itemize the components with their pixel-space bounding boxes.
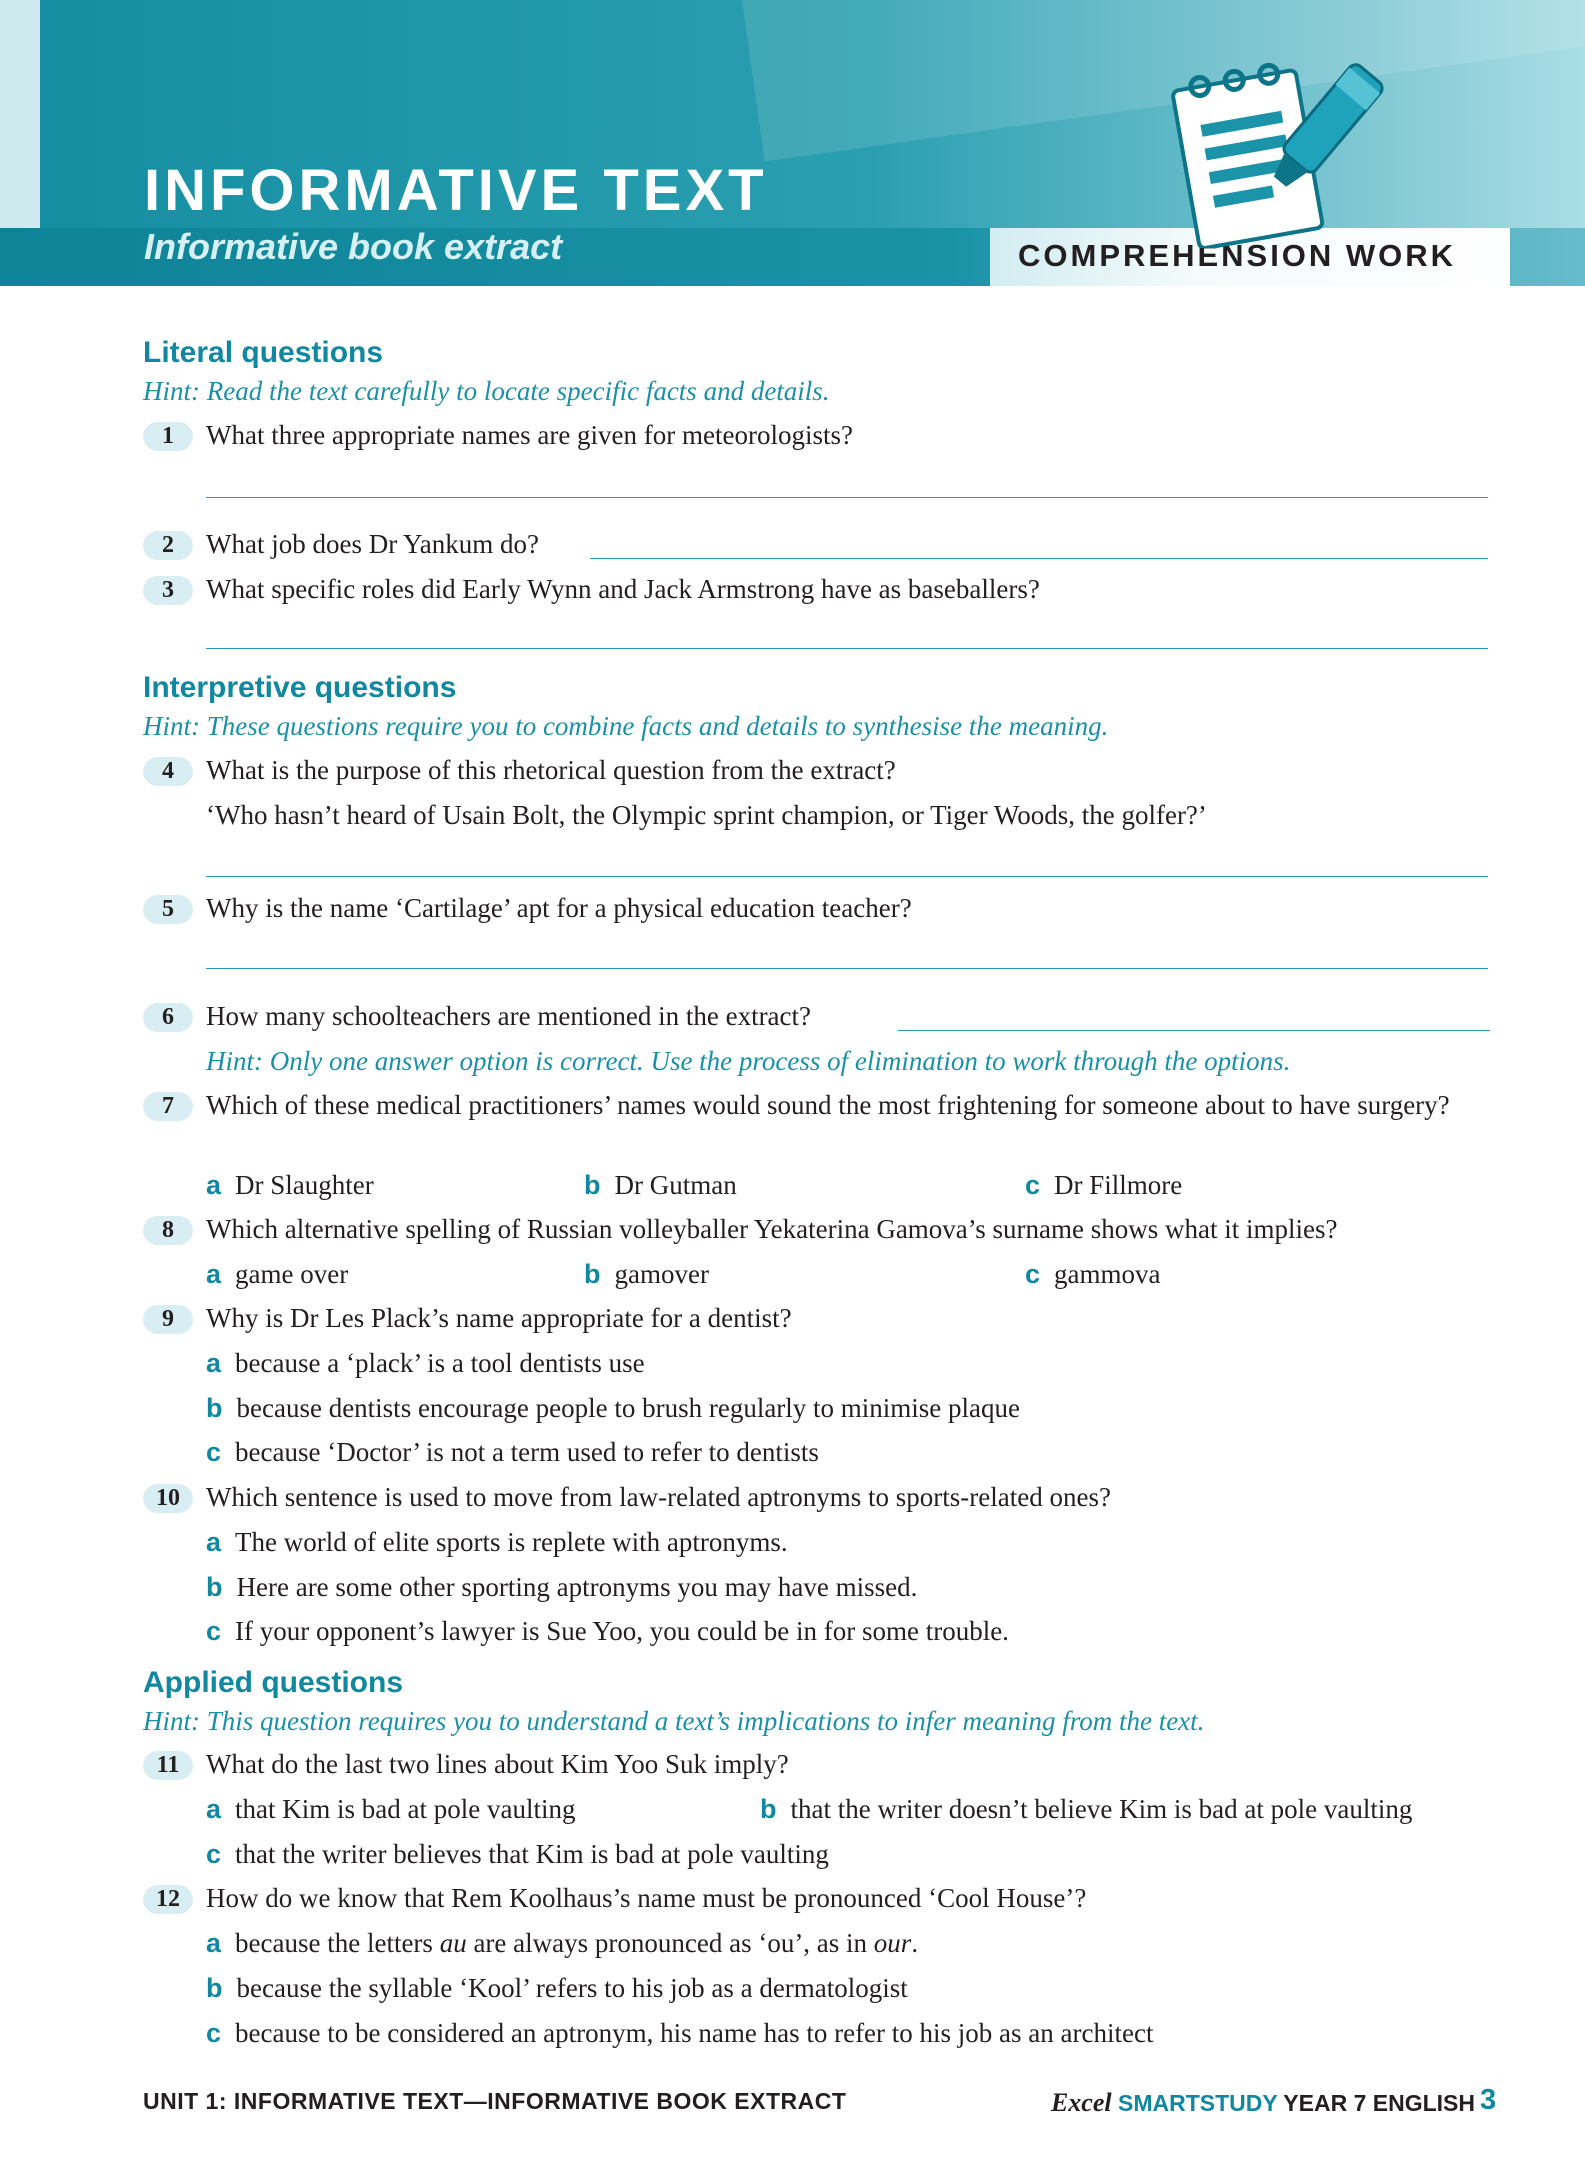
- option-letter: a: [206, 1348, 222, 1378]
- question-1-text: What three appropriate names are given for meteorologists?: [206, 420, 853, 450]
- question-number-7: 7: [143, 1092, 193, 1121]
- question-8-option-a[interactable]: [206, 1259, 348, 1290]
- question-3-text: What specific roles did Early Wynn and Jack Armstrong have as baseballers?: [206, 574, 1040, 604]
- literal-hint: Hint: Read the text carefully to locate specific facts and details.: [143, 376, 830, 406]
- option-letter: b: [584, 1170, 601, 1200]
- footer-unit-title: UNIT 1: INFORMATIVE TEXT—INFORMATIVE BOOK EXTRACT: [143, 2088, 847, 2114]
- answer-line-2[interactable]: [590, 558, 1488, 559]
- answer-line-4[interactable]: [206, 876, 1488, 877]
- question-6-text: How many schoolteachers are mentioned in the extract?: [206, 1001, 812, 1031]
- interpretive-hint: Hint: These questions require you to combine facts and details to synthesise the meaning.: [143, 711, 1109, 741]
- option-text: because to be considered an aptronym, his name has to refer to his job as an architect: [235, 2018, 1154, 2048]
- question-number-4: 4: [143, 757, 193, 786]
- question-7-text: Which of these medical practitioners’ names would sound the most frightening for someone about to have surgery?: [206, 1090, 1450, 1120]
- option-letter: b: [206, 1393, 223, 1423]
- question-number-8: 8: [143, 1216, 193, 1245]
- option-letter: c: [1025, 1170, 1041, 1200]
- option-text: Dr Fillmore: [1054, 1170, 1183, 1200]
- question-number-9: 9: [143, 1305, 193, 1334]
- option-letter: b: [206, 1973, 223, 2003]
- option-letter: a: [206, 1794, 222, 1824]
- page-header: [0, 0, 1585, 286]
- question-11-option-a[interactable]: [206, 1794, 575, 1825]
- question-9-option-b[interactable]: [206, 1393, 1020, 1424]
- answer-line-5[interactable]: [206, 968, 1488, 969]
- applied-questions-heading: Applied questions: [143, 1666, 404, 1699]
- header-tab: [0, 0, 40, 228]
- question-number-3: 3: [143, 576, 193, 605]
- question-7-option-b[interactable]: [584, 1170, 737, 1201]
- option-text: The world of elite sports is replete with aptronyms.: [235, 1527, 788, 1557]
- option-text: gammova: [1054, 1259, 1161, 1289]
- option-text: Dr Slaughter: [235, 1170, 374, 1200]
- footer-series: [1051, 2088, 1475, 2118]
- emphasis-au: au: [439, 1928, 467, 1958]
- option-letter: c: [206, 1437, 222, 1467]
- literal-questions-heading: Literal questions: [143, 336, 384, 369]
- question-9-option-a[interactable]: [206, 1348, 645, 1379]
- question-number-10: 10: [143, 1484, 193, 1513]
- question-11-option-b[interactable]: [760, 1794, 1412, 1825]
- option-text: If your opponent’s lawyer is Sue Yoo, you could be in for some trouble.: [235, 1616, 1009, 1646]
- question-number-5: 5: [143, 895, 193, 924]
- footer-smartstudy: SMARTSTUDY: [1117, 2090, 1278, 2116]
- question-7-option-a[interactable]: [206, 1170, 374, 1201]
- question-9-option-c[interactable]: [206, 1437, 819, 1468]
- notepad-highlighter-icon: [1155, 48, 1390, 248]
- option-letter: c: [206, 1616, 222, 1646]
- answer-line-1[interactable]: [206, 497, 1488, 498]
- question-9-text: Why is Dr Les Plack’s name appropriate for a dentist?: [206, 1303, 792, 1333]
- question-8-option-b[interactable]: [584, 1259, 709, 1290]
- question-4-quote: ‘Who hasn’t heard of Usain Bolt, the Olympic sprint champion, or Tiger Woods, the golfer?’: [206, 800, 1207, 830]
- option-text: Here are some other sporting aptronyms you may have missed.: [236, 1572, 918, 1602]
- question-10-option-b[interactable]: [206, 1572, 917, 1603]
- option-letter: b: [760, 1794, 777, 1824]
- applied-hint: Hint: This question requires you to understand a text’s implications to infer meaning from the text.: [143, 1706, 1205, 1736]
- question-number-1: 1: [143, 422, 193, 451]
- question-10-option-a[interactable]: [206, 1527, 788, 1558]
- question-12-option-a[interactable]: [206, 1928, 918, 1959]
- emphasis-our: our: [873, 1928, 912, 1958]
- option-text: because dentists encourage people to brush regularly to minimise plaque: [236, 1393, 1021, 1423]
- option-letter: c: [1025, 1259, 1041, 1289]
- question-4-text: What is the purpose of this rhetorical question from the extract?: [206, 755, 896, 785]
- option-text: gamover: [614, 1259, 709, 1289]
- option-text: game over: [235, 1259, 349, 1289]
- question-8-text: Which alternative spelling of Russian volleyballer Yekaterina Gamova’s surname shows what it implies?: [206, 1214, 1338, 1244]
- page-subtitle: Informative book extract: [144, 226, 563, 267]
- multiple-choice-hint: Hint: Only one answer option is correct. Use the process of elimination to work through the options.: [206, 1046, 1291, 1076]
- question-number-6: 6: [143, 1003, 193, 1032]
- question-8-option-c[interactable]: [1025, 1259, 1161, 1290]
- option-text: that Kim is bad at pole vaulting: [235, 1794, 576, 1824]
- option-text-middle: are always pronounced as ‘ou’, as in: [466, 1928, 874, 1958]
- question-number-11: 11: [143, 1751, 193, 1780]
- question-2-text: What job does Dr Yankum do?: [206, 529, 539, 559]
- question-7-option-c[interactable]: [1025, 1170, 1182, 1201]
- question-11-option-c[interactable]: [206, 1839, 829, 1870]
- answer-line-3[interactable]: [206, 648, 1488, 649]
- option-text-end: .: [911, 1928, 919, 1958]
- question-12-option-c[interactable]: [206, 2018, 1153, 2049]
- option-letter: c: [206, 2018, 222, 2048]
- question-10-option-c[interactable]: [206, 1616, 1009, 1647]
- option-text: because a ‘plack’ is a tool dentists use: [235, 1348, 645, 1378]
- option-text: because ‘Doctor’ is not a term used to refer to dentists: [235, 1437, 819, 1467]
- option-letter: b: [584, 1259, 601, 1289]
- question-12-option-b[interactable]: [206, 1973, 908, 2004]
- answer-line-6[interactable]: [898, 1030, 1490, 1031]
- page-title: INFORMATIVE TEXT: [144, 158, 768, 223]
- page-number: 3: [1480, 2084, 1497, 2116]
- question-number-12: 12: [143, 1885, 193, 1914]
- option-text-start: because the letters: [235, 1928, 440, 1958]
- badge-label: COMPREHENSION WORK: [1018, 238, 1457, 273]
- footer-brand: Excel: [1050, 2088, 1112, 2117]
- question-10-text: Which sentence is used to move from law-related aptronyms to sports-related ones?: [206, 1482, 1111, 1512]
- option-letter: a: [206, 1259, 222, 1289]
- option-letter: a: [206, 1527, 222, 1557]
- interpretive-questions-heading: Interpretive questions: [143, 671, 457, 704]
- option-letter: a: [206, 1928, 222, 1958]
- option-letter: c: [206, 1839, 222, 1869]
- question-5-text: Why is the name ‘Cartilage’ apt for a physical education teacher?: [206, 893, 912, 923]
- question-11-text: What do the last two lines about Kim Yoo Suk imply?: [206, 1749, 789, 1779]
- option-text: that the writer believes that Kim is bad at pole vaulting: [235, 1839, 829, 1869]
- footer-series-name: YEAR 7 ENGLISH: [1283, 2090, 1475, 2116]
- question-12-text: How do we know that Rem Koolhaus’s name must be pronounced ‘Cool House’?: [206, 1883, 1087, 1913]
- option-letter: a: [206, 1170, 222, 1200]
- question-number-2: 2: [143, 531, 193, 560]
- option-text: Dr Gutman: [614, 1170, 737, 1200]
- option-text: because the syllable ‘Kool’ refers to his job as a dermatologist: [236, 1973, 908, 2003]
- option-letter: b: [206, 1572, 223, 1602]
- option-text: that the writer doesn’t believe Kim is bad at pole vaulting: [790, 1794, 1413, 1824]
